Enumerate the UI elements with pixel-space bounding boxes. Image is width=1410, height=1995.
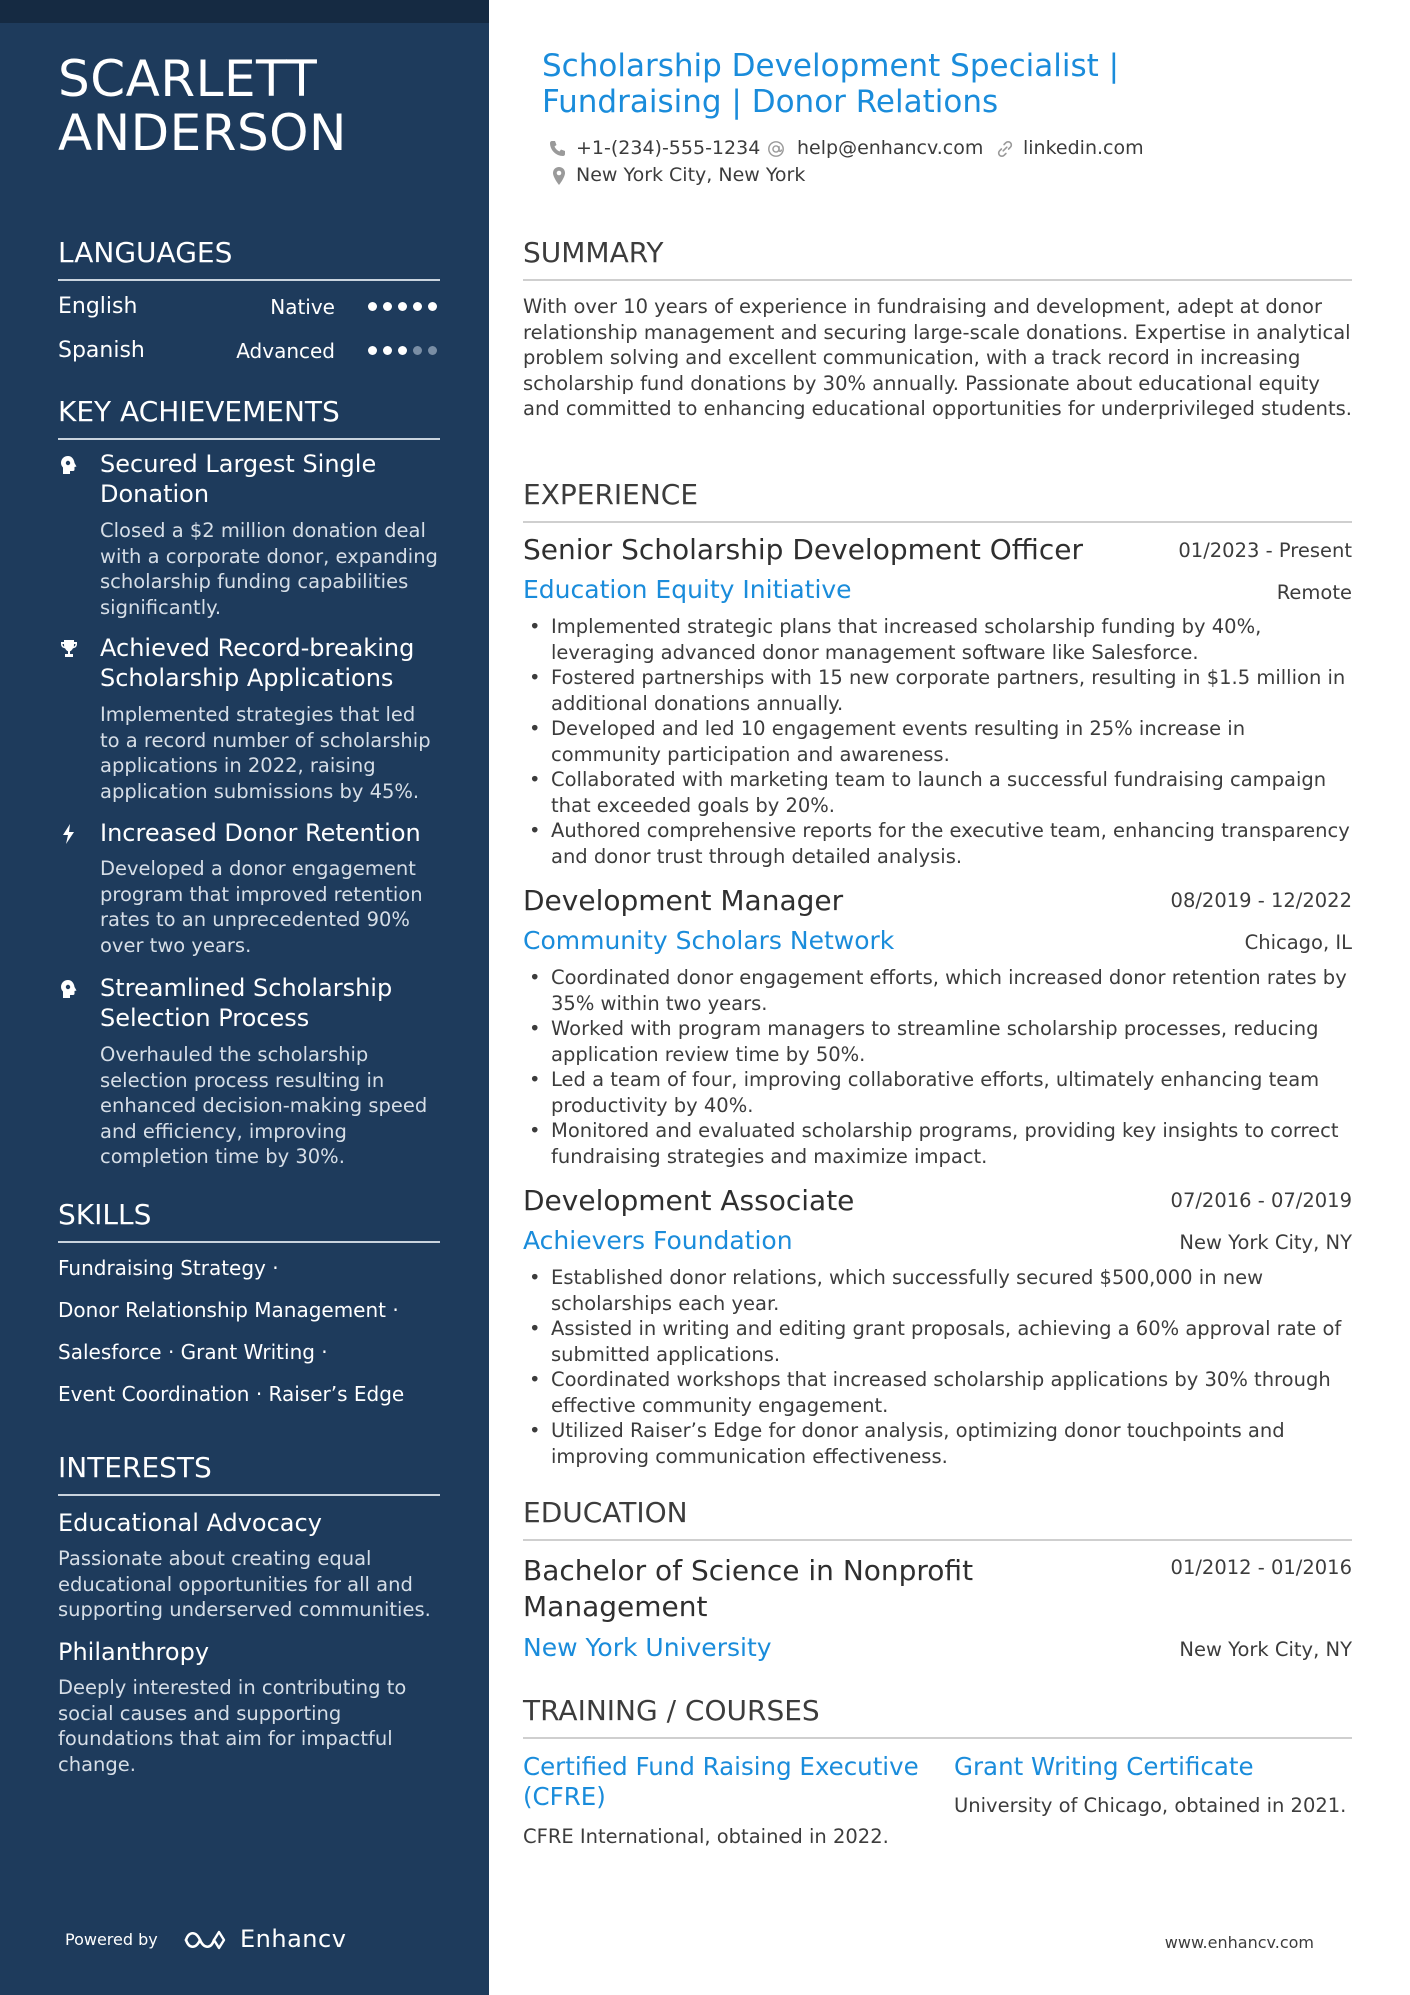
resume-headline: Scholarship Development Specialist | Fundraising | Donor Relations [542,48,1120,120]
rating-dot [383,346,392,355]
job-location: Remote [1276,581,1352,604]
language-name: Spanish [58,338,145,363]
job-bullet: • Utilized Raiser’s Edge for donor analysis, optimizing donor touchpoints and improving communication effectiveness. [523,1418,1352,1469]
job-bullet: • Worked with program managers to streamline scholarship processes, reducing application review time by 50%. [523,1016,1352,1067]
job-bullets [523,965,1352,1169]
summary-heading: SUMMARY [523,236,1352,281]
job-location: New York City, NY [1179,1231,1352,1254]
achievement-title: Increased Donor Retention [100,819,421,847]
candidate-name: SCARLETT ANDERSON [58,50,347,162]
job-location: Chicago, IL [1244,931,1352,954]
job-dates: 01/2023 - Present [1178,539,1352,562]
skill-row: Donor Relationship Management · [58,1298,399,1322]
school-name: New York University [523,1633,772,1662]
language-level: Native [270,295,335,319]
job-title: Development Manager [523,884,844,917]
link-icon [996,139,1014,159]
phone-icon [548,139,566,159]
job-dates: 07/2016 - 07/2019 [1170,1189,1352,1212]
rating-dot [368,302,377,311]
enhancv-logo[interactable] [183,1922,347,1958]
linkedin-link[interactable]: linkedin.com [1023,137,1144,159]
job-bullet: • Coordinated donor engagement efforts, which increased donor retention rates by 35% within two years. [523,965,1352,1016]
education-location: New York City, NY [1179,1638,1352,1661]
skill-row: Fundraising Strategy · [58,1256,279,1280]
job-bullet: • Collaborated with marketing team to launch a successful fundraising campaign that exceeded goals by 20%. [523,767,1352,818]
head-icon [60,455,78,475]
job-bullet: • Assisted in writing and editing grant proposals, achieving a 60% approval rate of submitted applications. [523,1316,1352,1367]
summary-text: With over 10 years of experience in fundraising and development, adept at donor relationship management and securing large-scale donations. Expertise in analytical problem solving and excellent communication, with a track record in increasing scholarship fund donations by 30% annually. Passionate about educational equity and committed to enhancing educational opportunities for underprivileged students. [523,295,1352,420]
job-bullet: • Led a team of four, improving collaborative efforts, ultimately enhancing team productivity by 40%. [523,1067,1352,1118]
achievement-title: Streamlined Scholarship Selection Process [100,974,393,1032]
at-sign-icon [767,139,785,159]
location-pin-icon [550,166,568,186]
language-row [58,335,440,367]
job-bullets [523,614,1352,869]
degree-title: Bachelor of Science in Nonprofit Management [523,1554,974,1623]
trophy-icon [60,639,78,659]
head-icon [60,979,78,999]
language-level: Advanced [236,339,335,363]
rating-dot [383,302,392,311]
achievement-description: Closed a $2 million donation deal with a corporate donor, expanding scholarship funding capabilities significantly. [100,519,438,619]
job-bullet: • Established donor relations, which successfully secured $500,000 in new scholarships each year. [523,1265,1352,1316]
sidebar-top-bar [0,0,489,23]
achievement-description: Developed a donor engagement program that improved retention rates to an unprecedented 90% over two years. [100,857,423,957]
languages-heading: LANGUAGES [58,236,440,281]
achievement-description: Overhauled the scholarship selection process resulting in enhanced decision-making speed and efficiency, improving completion time by 30%. [100,1043,428,1168]
email-link[interactable]: help@enhancv.com [797,137,984,159]
skill-row: Salesforce · Grant Writing · [58,1340,328,1364]
interests-heading: INTERESTS [58,1451,440,1496]
interest-title: Educational Advocacy [58,1509,322,1537]
phone-number[interactable]: +1-(234)-555-1234 [576,137,761,159]
interest-description: Deeply interested in contributing to social causes and supporting foundations that aim for impactful change. [58,1676,407,1776]
achievements-heading: KEY ACHIEVEMENTS [58,395,440,440]
interest-title: Philanthropy [58,1638,210,1666]
job-bullet: • Monitored and evaluated scholarship programs, providing key insights to correct fundraising strategies and maximize impact. [523,1118,1352,1169]
job-company: Education Equity Initiative [523,575,852,604]
job-bullet: • Fostered partnerships with 15 new corporate partners, resulting in $1.5 million in additional donations annually. [523,665,1352,716]
job-bullet: • Coordinated workshops that increased scholarship applications by 30% through effective community engagement. [523,1367,1352,1418]
achievement-description: Implemented strategies that led to a record number of scholarship applications in 2022, raising application submissions by 45%. [100,703,431,803]
lightning-icon [60,824,78,844]
powered-by-label: Powered by [65,1930,158,1949]
interest-description: Passionate about creating equal educational opportunities for all and supporting underserved communities. [58,1547,431,1621]
job-dates: 08/2019 - 12/2022 [1170,889,1352,912]
education-heading: EDUCATION [523,1496,1352,1541]
course-description: CFRE International, obtained in 2022. [523,1825,889,1848]
rating-dot [398,346,407,355]
skill-row: Event Coordination · Raiser’s Edge [58,1382,405,1406]
job-company: Community Scholars Network [523,926,895,955]
rating-dot [398,302,407,311]
job-bullet: • Implemented strategic plans that increased scholarship funding by 40%, leveraging advanced donor management software like Salesforce. [523,614,1352,665]
skills-heading: SKILLS [58,1198,440,1243]
course-title: Grant Writing Certificate [954,1752,1254,1781]
rating-dot [413,302,422,311]
language-name: English [58,294,138,319]
location-text: New York City, New York [576,164,806,186]
training-heading: TRAINING / COURSES [523,1694,1352,1739]
enhancv-logo-icon [183,1928,231,1952]
course-title: Certified Fund Raising Executive (CFRE) [523,1752,919,1811]
job-bullet: • Developed and led 10 engagement events resulting in 25% increase in community participation and awareness. [523,716,1352,767]
job-title: Development Associate [523,1184,855,1217]
rating-dot [428,346,437,355]
rating-dot [368,346,377,355]
job-bullet: • Authored comprehensive reports for the executive team, enhancing transparency and donor trust through detailed analysis. [523,818,1352,869]
job-company: Achievers Foundation [523,1226,793,1255]
experience-heading: EXPERIENCE [523,478,1352,523]
language-rating [368,302,440,312]
rating-dot [428,302,437,311]
education-dates: 01/2012 - 01/2016 [1170,1556,1352,1579]
sidebar [0,0,489,1995]
footer-website[interactable]: www.enhancv.com [1164,1933,1314,1952]
achievement-title: Secured Largest Single Donation [100,450,377,508]
enhancv-logo-text: Enhancv [240,1925,347,1953]
rating-dot [413,346,422,355]
language-rating [368,346,440,356]
achievement-title: Achieved Record-breaking Scholarship Applications [100,634,415,692]
language-row [58,291,440,323]
course-description: University of Chicago, obtained in 2021. [954,1794,1347,1817]
job-bullets [523,1265,1352,1469]
job-title: Senior Scholarship Development Officer [523,533,1083,566]
